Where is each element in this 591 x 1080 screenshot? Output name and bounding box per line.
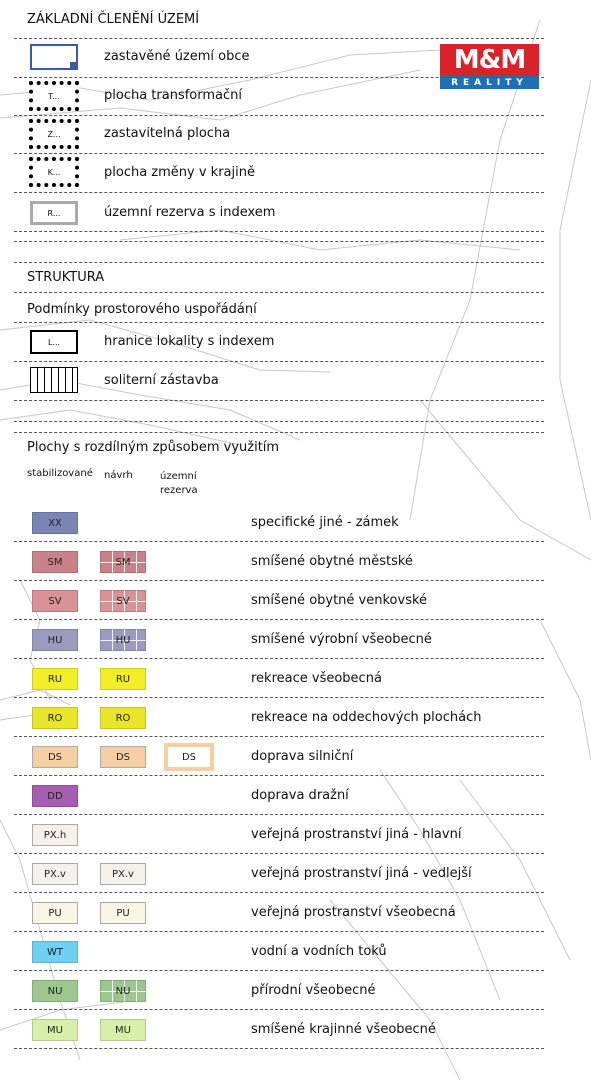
legend-label-px-v: veřejná prostranství jiná - vedlejší [251,866,472,881]
legend-label-locality-boundary: hranice lokality s indexem [104,334,275,349]
divider [14,400,544,401]
divider [14,580,544,581]
swatch-stabilized-sv: SV [32,590,78,612]
swatch-proposal-ru: RU [100,668,146,690]
swatch-proposal-sm: SM [100,551,146,573]
legend-label-landscape-change: plocha změny v krajině [104,165,255,180]
locality-boundary-symbol: L... [30,330,78,354]
divider [14,853,544,854]
logo-subtitle: REALITY [440,76,539,89]
logo-mark: M&M [440,44,539,76]
divider [14,697,544,698]
legend-label-xx: specifické jiné - zámek [251,515,399,530]
legend-label-built-up-area: zastavěné území obce [104,49,250,64]
divider [14,231,544,232]
swatch-stabilized-pu: PU [32,902,78,924]
divider [14,970,544,971]
legend-label-nu: přírodní všeobecné [251,983,376,998]
column-header-reserve: územní rezerva [160,471,198,496]
legend-label-solitary-building: soliterní zástavba [104,373,219,388]
swatch-proposal-pu: PU [100,902,146,924]
divider [14,241,544,242]
built-up-area-symbol [30,44,78,70]
swatch-stabilized-mu: MU [32,1019,78,1041]
swatch-reserve-ds: DS [164,743,214,771]
swatch-proposal-mu: MU [100,1019,146,1041]
legend-label-mu: smíšené krajinné všeobecné [251,1022,436,1037]
landscape-change-symbol: K... [29,157,79,187]
legend-label-reserve-area: územní rezerva s indexem [104,205,276,220]
swatch-proposal-nu: NU [100,980,146,1002]
legend-label-sm: smíšené obytné městské [251,554,413,569]
divider [14,421,544,422]
swatch-stabilized-ro: RO [32,707,78,729]
swatch-proposal-hu: HU [100,629,146,651]
swatch-stabilized-wt: WT [32,941,78,963]
swatch-stabilized-sm: SM [32,551,78,573]
swatch-stabilized-px-h: PX.h [32,824,78,846]
column-header-stabilized: stabilizované [27,468,93,479]
divider [14,931,544,932]
transformation-area-symbol: T... [29,81,79,111]
section-heading-basic: ZÁKLADNÍ ČLENĚNÍ ÚZEMÍ [27,12,200,27]
legend-label-ru: rekreace všeobecná [251,671,382,686]
divider [14,192,544,193]
divider [14,892,544,893]
divider [14,432,544,433]
divider [14,736,544,737]
legend-label-pu: veřejná prostranství všeobecná [251,905,456,920]
legend-label-ro: rekreace na oddechových plochách [251,710,482,725]
divider [14,619,544,620]
buildable-area-symbol: Z... [29,119,79,149]
legend-label-ds: doprava silniční [251,749,354,764]
divider [14,77,544,78]
divider [14,1048,544,1049]
subheading-land-use: Plochy s rozdílným způsobem využitím [27,440,280,455]
divider [14,541,544,542]
divider [14,658,544,659]
divider [14,814,544,815]
divider [14,775,544,776]
swatch-stabilized-ru: RU [32,668,78,690]
divider [14,262,544,263]
divider [14,1009,544,1010]
legend-label-hu: smíšené výrobní všeobecné [251,632,432,647]
swatch-proposal-sv: SV [100,590,146,612]
legend-label-sv: smíšené obytné venkovské [251,593,428,608]
divider [14,38,544,39]
swatch-stabilized-dd: DD [32,785,78,807]
swatch-stabilized-nu: NU [32,980,78,1002]
reserve-area-symbol: R... [30,201,78,225]
divider [14,322,544,323]
legend-label-transformation-area: plocha transformační [104,88,242,103]
legend-label-buildable-area: zastavitelná plocha [104,126,231,141]
legend-label-dd: doprava dražní [251,788,349,803]
swatch-proposal-px-v: PX.v [100,863,146,885]
divider [14,115,544,116]
swatch-stabilized-ds: DS [32,746,78,768]
column-header-proposal: návrh [104,470,133,481]
swatch-stabilized-hu: HU [32,629,78,651]
divider [14,361,544,362]
swatch-stabilized-px-v: PX.v [32,863,78,885]
section-heading-structure: STRUKTURA [27,270,105,285]
subheading-spatial-conditions: Podmínky prostorového uspořádání [27,302,257,317]
mm-reality-logo [440,44,539,90]
legend-label-wt: vodní a vodních toků [251,944,387,959]
divider [14,153,544,154]
swatch-proposal-ds: DS [100,746,146,768]
legend-label-px-h: veřejná prostranství jiná - hlavní [251,827,462,842]
divider [14,292,544,293]
swatch-stabilized-xx: XX [32,512,78,534]
swatch-proposal-ro: RO [100,707,146,729]
solitary-building-symbol [30,367,78,393]
